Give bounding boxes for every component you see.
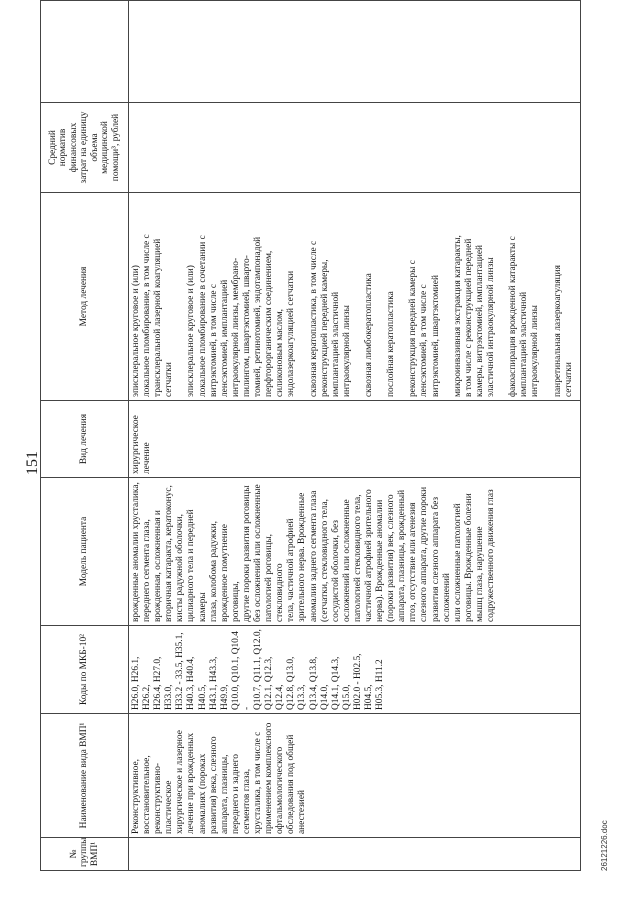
cell-empty — [129, 1, 581, 103]
page-number: 151 — [24, 451, 41, 475]
header-patient-model: Модель пациента — [41, 478, 129, 626]
cell-patient-model: врожденные аномалии хрусталика, переднего сегмента глаза, врожденная, осложненная и вторичная катаракта, кератоконус, кисты радужной оболочки, цилиарного тела и передней камеры глаза, колобома радужки, врожденное помутнение роговицы, другие пороки развития роговицы без осложнений или осложненные патологией роговицы, стекловидного тела, частичной атрофией зрительного нерва. Врожденные аномалии заднего сегмента глаза (сетчатки, стекловидного тела, сосудистой оболочки, без осложнений или осложненные патологией стекловидного тела, частичной атрофией зрительного нерва). Врожденные аномалии (пороки развития) век, слезного аппарата, глазницы, врожденный птоз, отсутствие или агенезия слезного аппарата, другие пороки развития слезного аппарата без осложнений или осложненные патологией роговицы. Врожденные болезни мышц глаза, нарушение содружественного движения глаз — [129, 478, 581, 626]
cell-average-cost — [129, 103, 581, 193]
cell-icd-codes: H26.0, H26.1, H26.2, H26.4, H27.0, H33.0, H33.2 - 33.5, H35.1, H40.3, H40.4, H40.5, H43.1, H43.3, H49.9, Q10.0, Q10.1, Q10.4 - Q10.7, Q11.1, Q12.0, Q12.1, Q12.3, Q12.4, Q12.8, Q13.0, Q13.3, Q13.4, Q13.8, Q14.0, Q14.1, Q14.3, Q15.0, H02.0 - H02.5, H04.5, H05.3, H11.2 — [129, 626, 581, 714]
table-row — [129, 1, 581, 871]
header-vmp-name: Наименование вида ВМП¹ — [41, 714, 129, 838]
footer-filename: 26121226.doc — [600, 820, 609, 871]
cell-group-number — [129, 838, 581, 871]
cell-treatment-method: эписклеральное круговое и (или) локальное пломбирование, в том числе с трансклеральной лазерной коагуляцией сетчатки эписклеральное круговое и (или) локальное пломбирование в сочетании с витрэктомией, в том числе с ленсэктомией, имплантацией интраокулярной линзы, мембрано- пилингом, швартэктомией, шварто- томией, ретинотомией, эндотампонадой перфторорганическим соединением, силиконовым маслом, эндолазеркоагуляцией сетчатки сквозная кератопластика, в том числе с реконструкцией передней камеры, имплантацией эластичной интраокулярной линзы сквозная лимбокератопластика послойная кератопластика реконструкция передней камеры с ленсэктомией, в том числе с витрэктомией, швартэктомией микроинвазивная экстракция катаракты, в том числе с реконструкцией передней камеры, витрэктомией, имплантацией эластичной интраокулярной линзы факоаспирация врожденной катаракты с имплантацией эластичной интраокулярной линзы панретинальная лазеркоагуляция сетчатки — [129, 193, 581, 401]
header-average-cost: Средний норматив финансовых затрат на единицу объема медицинской помощи³, рублей — [41, 103, 129, 193]
cell-vmp-name: Реконструктивное, восстановительное, реконструктивно- пластическое хирургическое и лазерное лечение при врожденных аномалиях (пороках развития) века, слезного аппарата, глазницы, переднего и заднего сегментов глаза, хрусталика, в том числе с применением комплексного офтальмологического обследования под общей анестезией — [129, 714, 581, 838]
header-treatment-method: Метод лечения — [41, 193, 129, 401]
vmp-table — [40, 0, 581, 871]
header-group-number: № группы ВМП¹ — [41, 838, 129, 871]
header-treatment-type: Вид лечения — [41, 401, 129, 478]
header-icd-codes: Коды по МКБ-10² — [41, 626, 129, 714]
cell-treatment-type: хирургическое лечение — [129, 401, 581, 478]
header-empty — [41, 1, 129, 103]
table-header-row — [41, 1, 129, 871]
